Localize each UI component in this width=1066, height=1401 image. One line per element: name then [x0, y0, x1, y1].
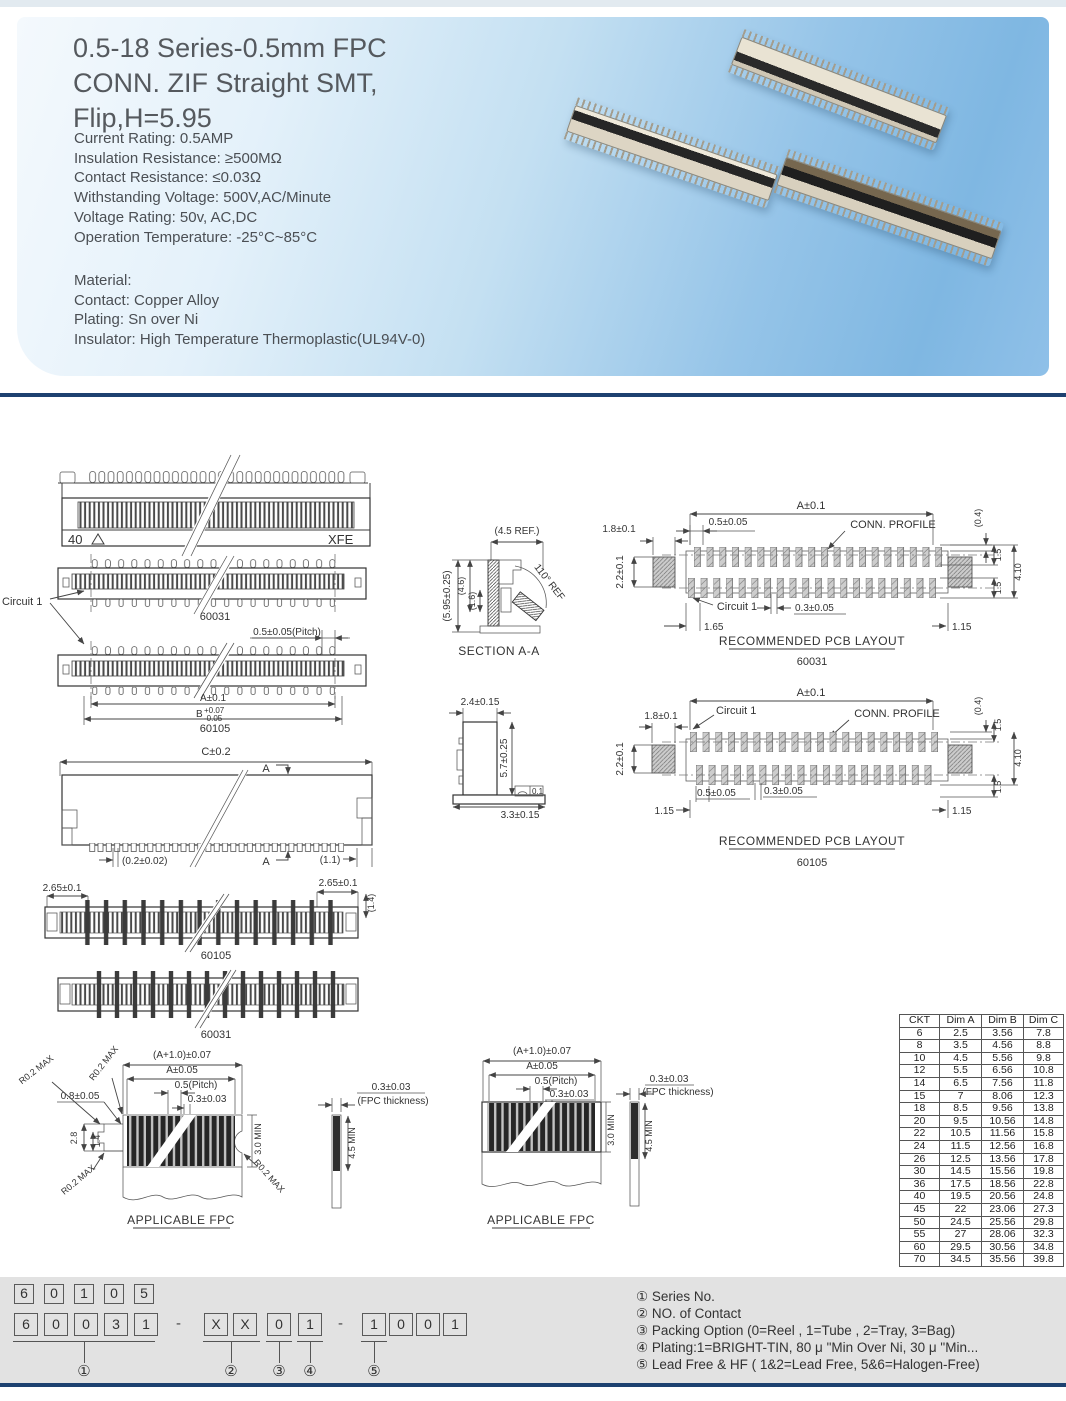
pin-count-label: 40 [68, 532, 83, 547]
dim-46-label: (4.6) [456, 576, 466, 596]
title-line: 0.5-18 Series-0.5mm FPC [73, 33, 387, 63]
dim-right-label: 2.65±0.1 [318, 878, 358, 889]
spec-line: Contact Resistance: ≤0.03Ω [74, 169, 262, 187]
spec-list [74, 129, 331, 247]
dim-15-bot-label: 1.5 [993, 780, 1003, 794]
dim-03-label: 0.3±0.05 [795, 603, 834, 614]
section-caption: SECTION A-A [458, 644, 540, 658]
dim-a-label: A±0.1 [199, 693, 227, 704]
dim-03-label: 0.3±0.03 [187, 1094, 227, 1105]
col-header: Dim A [940, 1015, 982, 1028]
order-mark-4: ④ [303, 1363, 317, 1380]
pn-digit: 6 [14, 1284, 34, 1304]
leader-line [231, 1342, 232, 1363]
circuit1-label: Circuit 1 [716, 601, 758, 613]
pn-digit: 5 [134, 1284, 154, 1304]
ordering-legend [636, 1289, 980, 1374]
pn-digit: 0 [267, 1313, 291, 1336]
table-row: 50 24.5 25.56 29.8 [900, 1216, 1064, 1229]
dim-02-label: (0.2±0.02) [122, 856, 168, 867]
table-row: 14 6.5 7.56 11.8 [900, 1077, 1064, 1090]
dim-h-label: 5.7±0.25 [499, 738, 510, 778]
spec-line: Insulation Resistance: ≥500MΩ [74, 149, 282, 167]
pn-digit: X [204, 1313, 228, 1336]
dim-410-label: 4.10 [1013, 749, 1023, 767]
legend-line: ⑤ Lead Free & HF ( 1&2=Lead Free, 5&6=Halogen-Free) [636, 1356, 980, 1372]
spec-line: Operation Temperature: -25°C~85°C [74, 228, 318, 246]
table-row: 24 11.5 12.56 16.8 [900, 1140, 1064, 1153]
circuit1-label: Circuit 1 [2, 596, 43, 608]
pitch-dim-label: 0.5±0.05 [708, 517, 748, 528]
part-number: 60031 [796, 656, 828, 668]
circuit1-label: Circuit 1 [716, 705, 757, 717]
dim-14-label: 1.4 [92, 1134, 102, 1148]
pn-digit: 0 [416, 1313, 440, 1336]
pn-digit: 1 [298, 1313, 322, 1336]
ordering-panel [0, 1277, 1066, 1387]
dimension-table [899, 1014, 1064, 1267]
table-row: 18 8.5 9.56 13.8 [900, 1103, 1064, 1116]
ref-width-label: (4.5 REF.) [494, 526, 540, 537]
dim-22-label: 2.2±0.1 [615, 555, 626, 589]
table-row: 70 34.5 35.56 39.8 [900, 1254, 1064, 1267]
radius-label: R0.2 MAX [251, 1157, 287, 1195]
spec-line: Withstanding Voltage: 500V,AC/Minute [74, 189, 332, 207]
col-header: CKT [900, 1015, 940, 1028]
drawing-front-60031 [58, 554, 366, 623]
pitch-label: 0.5(Pitch) [174, 1080, 218, 1091]
min-45-label: 4.5 MIN [347, 1127, 357, 1159]
part-number: 60031 [200, 1029, 232, 1041]
material-list [74, 271, 425, 350]
table-row: 55 27 28.06 32.3 [900, 1229, 1064, 1242]
table-row: 26 12.5 13.56 17.8 [900, 1153, 1064, 1166]
table-row: 8 3.5 4.56 8.8 [900, 1040, 1064, 1053]
dim-11-label: (1.1) [319, 855, 341, 866]
table-row: 30 14.5 15.56 19.8 [900, 1166, 1064, 1179]
dim-b-label: B [196, 709, 203, 720]
dim-w-label: 2.4±0.15 [460, 697, 500, 708]
pitch-dim-label: 0.5±0.05(Pitch) [253, 627, 321, 638]
dim-18-label: 1.8±0.1 [644, 711, 678, 722]
legend-line: ③ Packing Option (0=Reel , 1=Tube , 2=Tray, 3=Bag) [636, 1322, 956, 1338]
thickness-label: 0.3±0.03 [649, 1074, 689, 1085]
table-row: 60 29.5 30.56 34.8 [900, 1241, 1064, 1254]
leader-line [374, 1342, 375, 1363]
order-mark-5: ⑤ [367, 1363, 381, 1380]
product-photos [537, 35, 1042, 370]
dim-a-label: A±0.05 [166, 1065, 198, 1076]
dim-03-label: 0.3±0.03 [549, 1089, 589, 1100]
table-row: 45 22 23.06 27.3 [900, 1203, 1064, 1216]
dim-18-label: 1.8±0.1 [602, 524, 636, 535]
table-header-row [900, 1015, 1064, 1028]
drawing-fpc-1 [17, 1044, 429, 1228]
brand-label: XFE [328, 532, 354, 547]
dim-base-label: 3.3±0.15 [500, 810, 540, 821]
drawing-bottom-60031 [58, 970, 358, 1041]
dim-a-label: A±0.1 [796, 500, 826, 512]
pn-dash: - [176, 1315, 181, 1332]
pn-digit: 0 [74, 1313, 98, 1336]
drawing-pcb-60105 [615, 687, 1023, 869]
dim-14-label: (1.4) [366, 893, 376, 913]
drawing-top-view [58, 455, 370, 556]
dim-05-label: 0.5±0.05 [697, 788, 736, 799]
leader-line [279, 1342, 280, 1363]
connector-photo-3 [774, 149, 1005, 267]
drawing-front-60105 [58, 627, 366, 735]
dim-22-label: 2.2±0.1 [615, 742, 626, 776]
dim-left-label: 2.65±0.1 [42, 883, 82, 894]
dim-15-top-label: 1.5 [993, 718, 1003, 732]
header-card [17, 17, 1049, 376]
table-row: 15 7 8.06 12.3 [900, 1090, 1064, 1103]
table-row: 10 4.5 5.56 9.8 [900, 1052, 1064, 1065]
connector-photo-1 [564, 97, 781, 208]
dim-08-label: 0.8±0.05 [60, 1091, 100, 1102]
pn-digit: 6 [14, 1313, 38, 1336]
order-mark-3: ③ [272, 1363, 286, 1380]
angle-label: 110° REF [531, 562, 567, 603]
thickness-note: (FPC thickness) [642, 1087, 714, 1098]
section-mark-a-bot: A [262, 856, 270, 868]
pn-digit: 0 [389, 1313, 413, 1336]
connector-photo-2 [728, 29, 950, 151]
dim-115-label: 1.15 [952, 622, 972, 633]
min-45-label: 4.5 MIN [644, 1120, 654, 1152]
table-row: 6 2.5 3.56 7.8 [900, 1027, 1064, 1040]
pn-digit: 1 [74, 1284, 94, 1304]
dim-115-right-label: 1.15 [952, 806, 972, 817]
part-number: 60031 [199, 611, 231, 623]
dim-04-label: (0.4) [973, 508, 983, 528]
thickness-note: (FPC thickness) [357, 1096, 429, 1107]
pn-dash: - [338, 1315, 343, 1332]
top-band [0, 0, 1066, 7]
material-line: Plating: Sn over Ni [74, 311, 199, 329]
table-row: 20 9.5 10.56 14.8 [900, 1115, 1064, 1128]
order-mark-2: ② [224, 1363, 238, 1380]
flatness-symbol-icon [518, 792, 527, 794]
pn-digit: 0 [44, 1284, 64, 1304]
pn-digit: 3 [104, 1313, 128, 1336]
material-heading: Material: [74, 272, 132, 289]
dim-165-label: 1.65 [704, 622, 724, 633]
table-row: 12 5.5 6.56 10.8 [900, 1065, 1064, 1078]
dim-b-tol-plus: +0.07 [204, 706, 225, 715]
fpc-caption: APPLICABLE FPC [127, 1213, 235, 1227]
legend-line: ① Series No. [636, 1289, 715, 1304]
flatness-value: 0.1 [532, 787, 544, 796]
material-line: Insulator: High Temperature Thermoplastic(UL94V-0) [74, 331, 426, 349]
section-mark-a-top: A [262, 763, 270, 775]
fpc-caption: APPLICABLE FPC [487, 1213, 595, 1227]
drawing-side-view [449, 697, 545, 821]
radius-label: R0.2 MAX [59, 1162, 97, 1197]
pn-digit: 1 [134, 1313, 158, 1336]
dim-a1-label: (A+1.0)±0.07 [512, 1046, 572, 1057]
dim-a1-label: (A+1.0)±0.07 [152, 1050, 212, 1061]
leader-line [84, 1342, 85, 1363]
dim-c-label: C±0.2 [201, 746, 231, 758]
dim-115-left-label: 1.15 [654, 806, 674, 817]
dim-03-label: 0.3±0.05 [764, 786, 803, 797]
pn-digit: 1 [362, 1313, 386, 1336]
spec-line: Current Rating: 0.5AMP [74, 130, 234, 147]
overall-height-label: (5.95±0.25) [442, 570, 453, 622]
page-title [73, 31, 387, 136]
dim-16-label: (1.6) [467, 591, 477, 611]
col-header: Dim C [1024, 1015, 1064, 1028]
table-row: 36 17.5 18.56 22.8 [900, 1178, 1064, 1191]
pcb-caption: RECOMMENDED PCB LAYOUT [718, 834, 906, 848]
leader-line [310, 1342, 311, 1363]
pitch-label: 0.5(Pitch) [534, 1076, 578, 1087]
pn-digit: 1 [443, 1313, 467, 1336]
dim-a-label: A±0.05 [526, 1061, 558, 1072]
drawing-fpc-2 [482, 1046, 714, 1228]
pn-digit: X [233, 1313, 257, 1336]
dim-15-bot-label: 1.5 [993, 581, 1003, 595]
thickness-label: 0.3±0.03 [371, 1082, 411, 1093]
legend-line: ② NO. of Contact [636, 1305, 742, 1321]
separator-rule [0, 393, 1066, 397]
title-line: CONN. ZIF Straight SMT, [73, 68, 378, 98]
spec-line: Voltage Rating: 50v, AC,DC [74, 208, 258, 226]
pn-digit: 0 [104, 1284, 124, 1304]
drawing-bottom-60105 [43, 878, 376, 962]
part-number: 60105 [796, 857, 828, 869]
table-row: 22 10.5 11.56 15.8 [900, 1128, 1064, 1141]
order-mark-1: ① [77, 1363, 91, 1380]
legend-line: ④ Plating:1=BRIGHT-TIN, 80 μ "Min Over Ni, 30 μ "Min... [636, 1339, 979, 1355]
title-line: Flip,H=5.95 [73, 103, 212, 133]
material-line: Contact: Copper Alloy [74, 291, 220, 309]
part-number: 60105 [199, 723, 231, 735]
dim-410-label: 4.10 [1013, 563, 1023, 581]
dim-04-label: (0.4) [973, 696, 983, 716]
conn-profile-label: CONN. PROFILE [850, 519, 936, 531]
table-row: 40 19.5 20.56 24.8 [900, 1191, 1064, 1204]
pcb-caption: RECOMMENDED PCB LAYOUT [718, 634, 906, 648]
min-30-label: 3.0 MIN [253, 1123, 263, 1155]
drawing-section-aa [442, 526, 566, 658]
conn-profile-label: CONN. PROFILE [854, 708, 940, 720]
part-number: 60105 [200, 950, 232, 962]
drawing-c-view [60, 746, 372, 868]
col-header: Dim B [982, 1015, 1024, 1028]
pn-digit: 0 [44, 1313, 68, 1336]
dim-15-top-label: 1.5 [993, 548, 1003, 562]
dim-28-label: 2.8 [69, 1131, 79, 1145]
dim-a-label: A±0.1 [796, 687, 826, 699]
radius-label: R0.2 MAX [16, 1053, 56, 1087]
dim-b-tol-minus: -0.05 [204, 714, 223, 723]
drawing-pcb-60031 [602, 500, 1023, 668]
min-30-label: 3.0 MIN [606, 1114, 616, 1146]
radius-label: R0.2 MAX [87, 1043, 121, 1083]
